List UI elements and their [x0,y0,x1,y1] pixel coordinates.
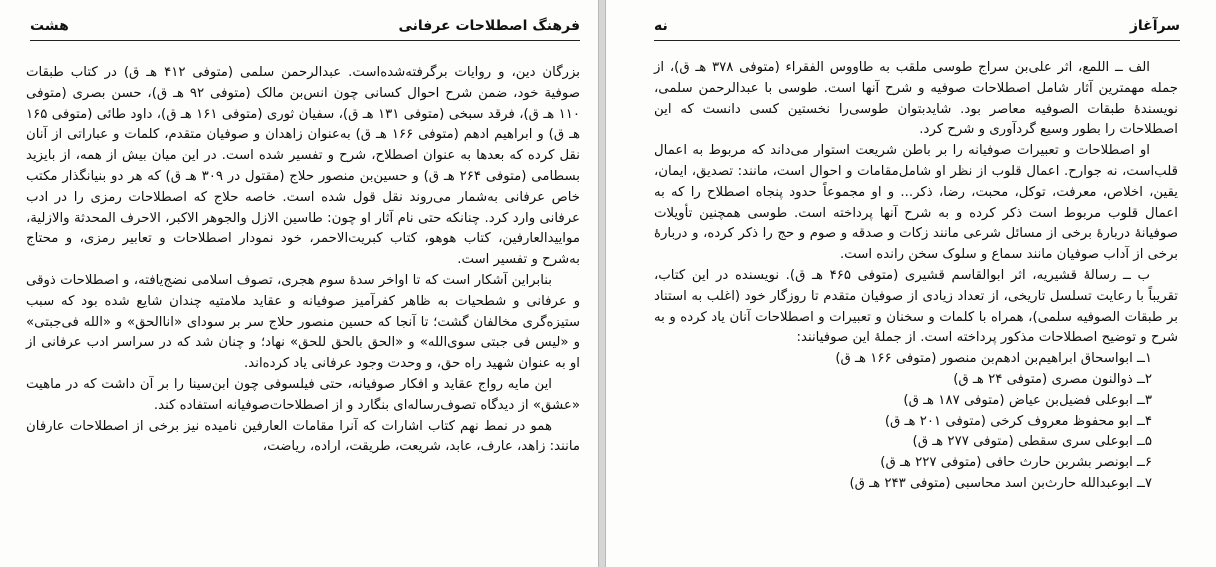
right-paragraph-1: الف ــ اللمع، اثر علی‌بن سراج طوسی ملقب به طاووس الفقراء (متوفی ۳۷۸ هـ ق)، از جمله مهمترین آثار شامل اصطلاحات صوفیه و شرح آنها است. طوسی با عبدالرحمن سلمی، نویسندهٔ طبقات الصوفیه معاصر بود. شایدبتوان طوسی‌را نخستین کسی دانست که این اصطلاحات را بطور وسیع گردآوری و شرح کرد. [654,60,1178,138]
right-page [606,0,1216,567]
book-gutter [598,0,606,567]
list-item: ۱ــ ابواسحاق ابراهیم‌بن ادهم‌بن منصور (متوفی ۱۶۶ هـ ق) [835,351,1152,367]
left-paragraph-1: بزرگان دین، و روایات برگرفته‌شده‌است. عبدالرحمن سلمی (متوفی ۴۱۲ هـ ق) در کتاب طبقات صوفیة خود، ضمن شرح احوال کسانی چون انس‌بن مالک (متوفی ۹۲ هـ ق)، حسن بصری (متوفی ۱۱۰ هـ ق)، فرقد سبخی (متوفی ۱۳۱ هـ ق)، سفیان ثوری (متوفی ۱۶۱ هـ ق)، داود طائی (متوفی ۱۶۵ هـ ق) و ابراهیم ادهم (متوفی ۱۶۶ هـ ق) به‌عنوان زاهدان و صوفیان متقدم، کلمات و عباراتی از آنان نقل کرده که بعدها به عنوان اصطلاح، شرح و تفسیر شده است. در این میان بیش از همه، از بایزید بسطامی (متوفی ۲۶۴ هـ ق) و حسین‌بن منصور حلاج (مقتول در ۳۰۹ هـ ق) که هر دو بنیانگذار مکتب خاص عرفانی به‌شمار می‌روند نقل قول شده است. خاصه حلاج که اصطلاحات رمزی را در ادب عرفانی وارد کرد. چنانکه حتی نام آثار او چون: طاسین الازل والجوهر الاکبر، الاحرف المحدثة والازلیة، مواییدالعارفین، کتاب هوهو، کتاب کبریت‌الاحمر، خود نمودار اصطلاحات و تعابیر رمزی، و محتاج به‌شرح و تفسیر است. [26,65,581,268]
list-item: ۲ــ ذوالنون مصری (متوفی ۲۴ هـ ق) [953,371,1152,387]
left-page [0,0,598,567]
right-page-body [654,58,1178,495]
right-header-title: سرآغاز [1129,18,1180,34]
list-item: ۴ــ ابو محفوظ معروف کرخی (متوفی ۲۰۱ هـ ق) [884,413,1152,429]
right-paragraph-3: ب ــ رسالهٔ قشیریه، اثر ابوالقاسم قشیری (متوفی ۴۶۵ هـ ق). نویسنده در این کتاب، تقریباً با رعایت تسلسل تاریخی، از تعداد زیادی از صوفیان متقدم تا روزگار خود (اغلب به استناد بر طبقات الصوفیه سلمی)، همراه با کلمات و سخنان و تعبیرات و اصطلاحات آنان یاد کرده و به شرح و توضیح اصطلاحات مذکور پرداخته است. از جملهٔ این صوفیانند: [654,267,1178,346]
list-item: ۵ــ ابوعلی سری سقطی (متوفی ۲۷۷ هـ ق) [912,434,1152,450]
right-page-header [654,14,1180,41]
sufi-list [654,349,1178,495]
left-paragraph-4: همو در نمط نهم کتاب اشارات که آنرا مقامات العارفین نامیده نیز برخی از اصطلاحات عارفان مانند: زاهد، عارف، عابد، شریعت، طریقت، اراده، ریاضت، [26,418,580,455]
list-item: ۷ــ ابوعبدالله حارث‌بن اسد محاسبی (متوفی ۲۴۳ هـ ق) [849,475,1152,491]
list-item: ۶ــ ابونصر بشربن حارث حافی (متوفی ۲۲۷ هـ ق) [880,455,1152,471]
left-page-header [30,14,580,41]
left-page-body [26,63,580,458]
left-paragraph-3: این مایه رواج عقاید و افکار صوفیانه، حتی فیلسوفی چون ابن‌سینا را بر آن داشت که در ماهیت «عشق» از دیدگاه تصوف‌رساله‌ای بنگارد و از اصطلاحات‌صوفیانه استفاده کند. [26,376,580,413]
left-paragraph-2: بنابراین آشکار است که تا اواخر سدهٔ سوم هجری، تصوف اسلامی نضج‌یافته، و اصطلاحات ذوقی و عرفانی و شطحیات به ظاهر کفرآمیز صوفیانه و عقاید ملامتیه چندان شایع شده بود که سبب ستیزه‌گری مخالفان گشت؛ تا آنجا که حسین منصور حلاج سر بر سودای «اناالحق» و «الله فی‌جبتی» و «لیس فی جبتی سوی‌الله» و «الحق بالحق للحق» نهاد؛ و چنان شد که در سراسر ادب عرفانی از او به عنوان شهید راه حق، و وحدت وجود عرفانی یاد کرده‌اند. [26,272,580,372]
left-header-title: فرهنگ اصطلاحات عرفانی [398,18,580,34]
right-page-number: نه [654,18,668,34]
left-page-number: هشت [30,18,69,34]
list-item: ۳ــ ابوعلی فضیل‌بن عیاض (متوفی ۱۸۷ هـ ق) [903,392,1152,408]
right-paragraph-2: او اصطلاحات و تعبیرات صوفیانه را بر باطن شریعت استوار می‌داند که مربوط به اعمال قلب‌است، نه جوارح. اعمال قلوب از نظر او شامل‌مقامات و احوال است، مانند: تصدیق، ایمان، یقین، اخلاص، معرفت، توکل، محبت، رضا، ذکر... و او مجموعاً حدود پنجاه اصطلاح را که به اعمال قلوب مربوط است ذکر کرده و به شرح آنها پرداخته است. طوسی همچنین تأویلات صوفیانهٔ دربارهٔ برخی از مسائل شرعی مانند زکات و صدقه و صوم و حج را ذکر کرده، و دربارهٔ برخی از آداب صوفیان مانند سماع و سلوک سخن رانده است. [654,143,1178,263]
